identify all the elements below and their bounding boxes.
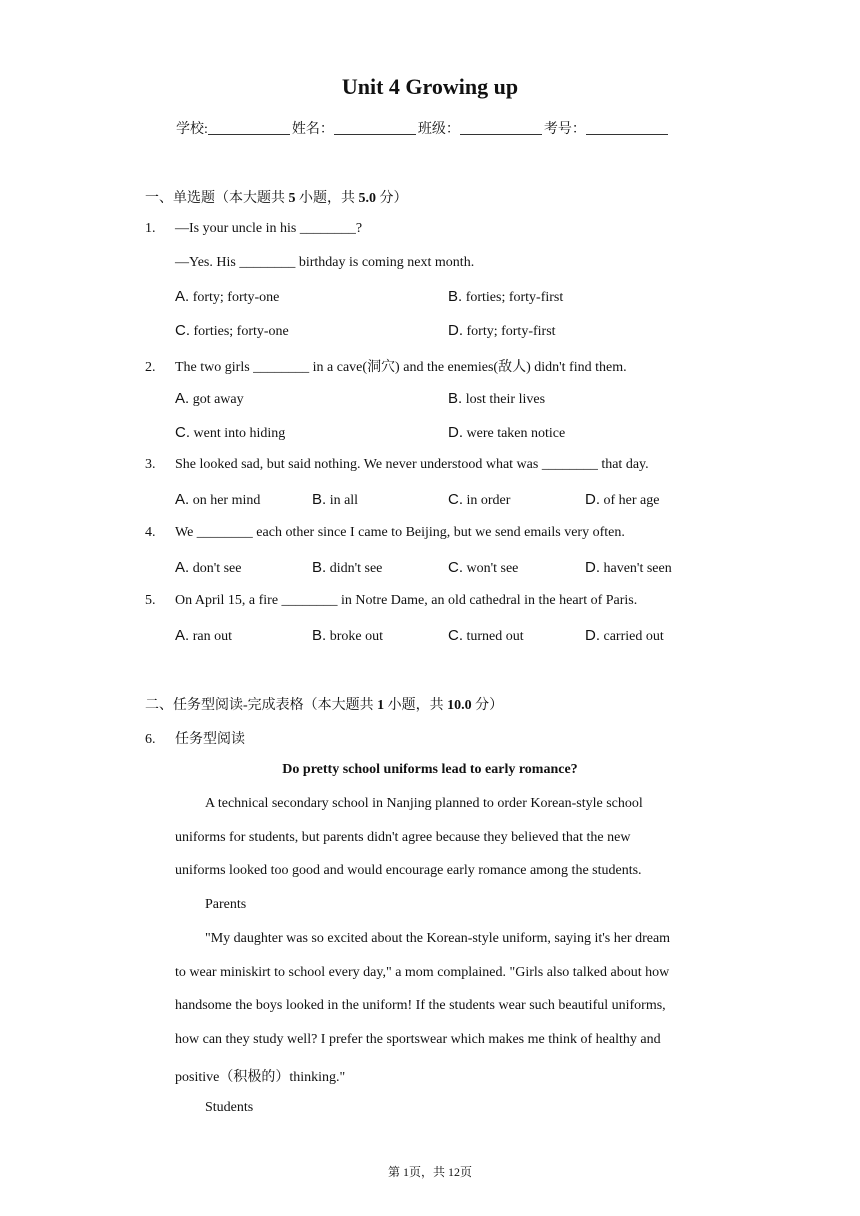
question-6 xyxy=(145,728,245,748)
question-4 xyxy=(145,525,625,541)
option-b[interactable] xyxy=(448,390,545,408)
question-text: On April 15, a fire ________ in Notre Dame, an old cathedral in the heart of Paris. xyxy=(175,593,638,608)
passage-subheading-parents: Parents xyxy=(205,897,247,912)
option-c[interactable] xyxy=(175,322,289,340)
option-letter: D. xyxy=(585,559,600,576)
passage-title: Do pretty school uniforms lead to early romance? xyxy=(282,762,578,777)
option-b[interactable] xyxy=(312,491,358,509)
option-text: were taken notice xyxy=(466,426,566,441)
question-number: 5. xyxy=(145,593,156,608)
option-text: won't see xyxy=(466,561,519,576)
option-d[interactable] xyxy=(448,424,565,442)
passage-subheading-students: Students xyxy=(205,1100,254,1115)
option-letter: A. xyxy=(175,559,190,576)
question-5 xyxy=(145,593,637,609)
section1-score: 5.0 xyxy=(358,191,376,206)
question-number: 4. xyxy=(145,525,156,540)
option-text: lost their lives xyxy=(465,392,546,407)
class-label: 班级： xyxy=(417,122,460,137)
passage-line: handsome the boys looked in the uniform! If the students wear such beautiful uniforms, xyxy=(175,998,666,1013)
section1-suffix: 分） xyxy=(376,191,408,206)
section-heading-single-choice xyxy=(145,187,408,207)
option-text: turned out xyxy=(466,629,524,644)
option-text: ran out xyxy=(192,629,232,644)
school-blank[interactable] xyxy=(208,120,290,135)
section2-mid: 小题，共 xyxy=(384,698,448,713)
section2-count: 1 xyxy=(377,698,385,713)
option-text: don't see xyxy=(192,561,242,576)
option-letter: B. xyxy=(448,288,463,305)
option-letter: A. xyxy=(175,390,190,407)
option-c[interactable] xyxy=(175,424,285,442)
option-letter: D. xyxy=(448,424,463,441)
option-letter: C. xyxy=(448,627,463,644)
option-d[interactable] xyxy=(585,627,664,645)
passage-line: uniforms looked too good and would encourage early romance among the students. xyxy=(175,863,642,878)
option-letter: B. xyxy=(312,559,327,576)
option-text: went into hiding xyxy=(193,426,286,441)
option-letter: C. xyxy=(448,559,463,576)
option-text: broke out xyxy=(329,629,383,644)
option-text: forties; forty-one xyxy=(193,324,289,339)
option-letter: B. xyxy=(312,627,327,644)
option-d[interactable] xyxy=(585,491,659,509)
option-d[interactable] xyxy=(448,322,556,340)
question-number: 1. xyxy=(145,221,156,236)
question-label: 任务型阅读 xyxy=(175,732,245,747)
passage-line: "My daughter was so excited about the Korean-style uniform, saying it's her dream xyxy=(205,931,671,946)
page-footer: 第 1页，共 12页 xyxy=(387,1165,472,1179)
option-letter: D. xyxy=(448,322,463,339)
option-a[interactable] xyxy=(175,491,260,509)
passage-line: how can they study well? I prefer the sportswear which makes me think of healthy and xyxy=(175,1032,661,1047)
option-text: in order xyxy=(466,493,511,508)
option-a[interactable] xyxy=(175,390,244,408)
question-text: We ________ each other since I came to Beijing, but we send emails very often. xyxy=(175,525,625,540)
passage-line: positive（积极的）thinking." xyxy=(175,1070,346,1085)
option-b[interactable] xyxy=(448,288,563,306)
option-letter: A. xyxy=(175,288,190,305)
school-label: 学校: xyxy=(176,122,208,137)
question-number: 2. xyxy=(145,360,156,375)
question-2 xyxy=(145,356,627,376)
option-text: got away xyxy=(192,392,244,407)
option-b[interactable] xyxy=(312,627,383,645)
option-text: of her age xyxy=(603,493,660,508)
option-a[interactable] xyxy=(175,288,279,306)
question-number: 6. xyxy=(145,732,156,747)
passage-line: A technical secondary school in Nanjing planned to order Korean-style school xyxy=(205,796,643,811)
option-a[interactable] xyxy=(175,627,232,645)
exam-number-blank[interactable] xyxy=(586,120,668,135)
option-d[interactable] xyxy=(585,559,672,577)
question-1 xyxy=(145,221,362,237)
question-text: The two girls ________ in a cave(洞穴) and the enemies(敌人) didn't find them. xyxy=(175,360,627,375)
option-c[interactable] xyxy=(448,491,510,509)
option-letter: D. xyxy=(585,627,600,644)
section1-count: 5 xyxy=(288,191,296,206)
passage-line: uniforms for students, but parents didn't agree because they believed that the new xyxy=(175,830,631,845)
option-letter: C. xyxy=(175,322,190,339)
section1-mid: 小题，共 xyxy=(295,191,359,206)
name-blank[interactable] xyxy=(334,120,416,135)
option-b[interactable] xyxy=(312,559,382,577)
name-label: 姓名： xyxy=(291,122,334,137)
option-text: on her mind xyxy=(192,493,261,508)
option-letter: D. xyxy=(585,491,600,508)
section2-suffix: 分） xyxy=(471,698,504,713)
class-blank[interactable] xyxy=(460,120,542,135)
option-text: didn't see xyxy=(329,561,383,576)
option-letter: A. xyxy=(175,627,190,644)
option-text: in all xyxy=(329,493,359,508)
option-letter: C. xyxy=(448,491,463,508)
option-text: forty; forty-first xyxy=(466,324,556,339)
question-3 xyxy=(145,457,649,473)
section2-prefix: 二、任务型阅读-完成表格（本大题共 xyxy=(145,698,378,713)
question-text: —Is your uncle in his ________? xyxy=(175,221,363,236)
question-number: 3. xyxy=(145,457,156,472)
option-text: forty; forty-one xyxy=(192,290,280,305)
option-c[interactable] xyxy=(448,559,518,577)
option-letter: C. xyxy=(175,424,190,441)
page-title: Unit 4 Growing up xyxy=(341,74,519,99)
passage-line: to wear miniskirt to school every day," a mom complained. "Girls also talked about how xyxy=(175,965,670,980)
option-letter: B. xyxy=(312,491,327,508)
option-letter: A. xyxy=(175,491,190,508)
question-text: She looked sad, but said nothing. We never understood what was ________ that day. xyxy=(175,457,649,472)
option-c[interactable] xyxy=(448,627,524,645)
section1-prefix: 一、单选题（本大题共 xyxy=(145,191,289,206)
question-text-line: —Yes. His ________ birthday is coming next month. xyxy=(175,255,475,270)
section2-score: 10.0 xyxy=(447,698,472,713)
option-text: carried out xyxy=(603,629,664,644)
option-a[interactable] xyxy=(175,559,241,577)
exam-number-label: 考号： xyxy=(543,122,586,137)
student-info-line xyxy=(176,118,670,138)
option-letter: B. xyxy=(448,390,463,407)
option-text: haven't seen xyxy=(603,561,672,576)
option-text: forties; forty-first xyxy=(465,290,564,305)
section-heading-task-reading xyxy=(145,694,503,714)
